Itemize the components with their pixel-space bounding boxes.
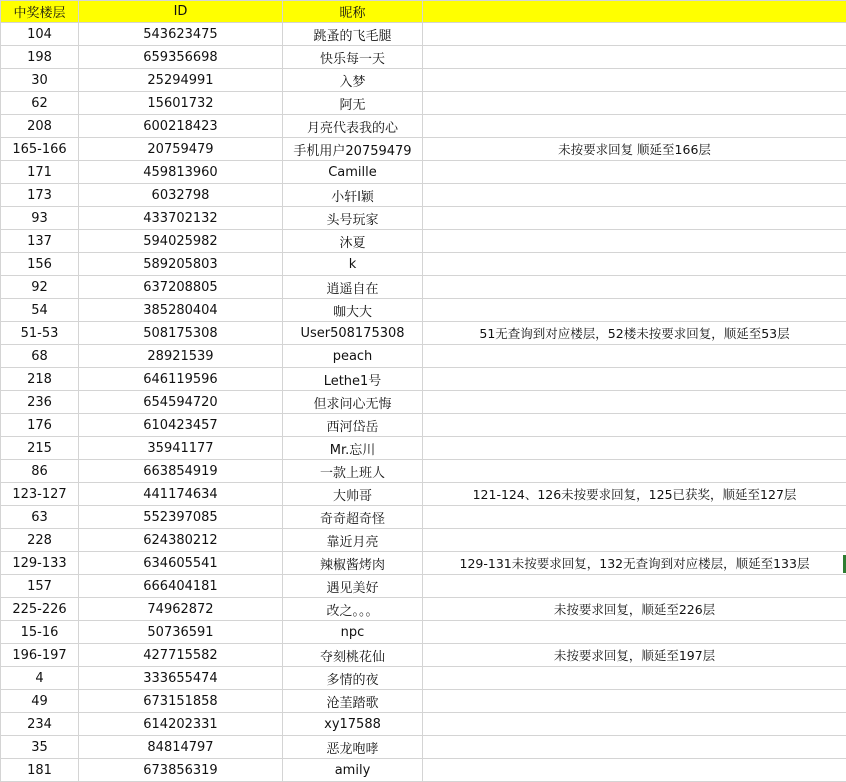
cell-id[interactable]: 427715582: [79, 644, 283, 667]
cell-note[interactable]: [423, 46, 846, 69]
table-row: [1, 23, 846, 46]
cell-nickname[interactable]: 西河岱岳: [283, 414, 423, 437]
cell-id[interactable]: 6032798: [79, 184, 283, 207]
table-row: [1, 598, 846, 621]
cell-note[interactable]: [423, 529, 846, 552]
cell-floor[interactable]: 35: [1, 736, 79, 759]
cell-nickname[interactable]: 手机用户20759479: [283, 138, 423, 161]
cell-nickname[interactable]: 一款上班人: [283, 460, 423, 483]
cell-nickname[interactable]: User508175308: [283, 322, 423, 345]
cell-note[interactable]: 未按要求回复，顺延至197层: [423, 644, 846, 667]
header-id[interactable]: ID: [79, 1, 283, 23]
cell-nickname[interactable]: amily: [283, 759, 423, 782]
header-row: [1, 1, 846, 23]
cell-note[interactable]: [423, 230, 846, 253]
cell-note[interactable]: [423, 506, 846, 529]
cell-id[interactable]: 15601732: [79, 92, 283, 115]
cell-floor[interactable]: 104: [1, 23, 79, 46]
cell-note[interactable]: [423, 184, 846, 207]
cell-floor[interactable]: 165-166: [1, 138, 79, 161]
cell-note[interactable]: [423, 621, 846, 644]
cell-id[interactable]: 589205803: [79, 253, 283, 276]
table-row: [1, 506, 846, 529]
cell-note[interactable]: [423, 713, 846, 736]
cell-id[interactable]: 654594720: [79, 391, 283, 414]
table-row: [1, 69, 846, 92]
cell-id[interactable]: 433702132: [79, 207, 283, 230]
cell-note[interactable]: [423, 690, 846, 713]
cell-floor[interactable]: 123-127: [1, 483, 79, 506]
cell-note[interactable]: [423, 276, 846, 299]
cell-nickname[interactable]: 大帅哥: [283, 483, 423, 506]
cell-id[interactable]: 20759479: [79, 138, 283, 161]
table-row: [1, 276, 846, 299]
table-row: [1, 483, 846, 506]
cell-note[interactable]: [423, 437, 846, 460]
table-row: [1, 552, 846, 575]
cell-id[interactable]: 637208805: [79, 276, 283, 299]
cell-id[interactable]: 646119596: [79, 368, 283, 391]
table-row: [1, 529, 846, 552]
cell-nickname[interactable]: 小轩l颖: [283, 184, 423, 207]
header-note[interactable]: [423, 1, 846, 23]
cell-floor[interactable]: 196-197: [1, 644, 79, 667]
cell-floor[interactable]: 63: [1, 506, 79, 529]
table-row: [1, 644, 846, 667]
cell-floor[interactable]: 218: [1, 368, 79, 391]
cell-nickname[interactable]: 恶龙咆哮: [283, 736, 423, 759]
cell-floor[interactable]: 51-53: [1, 322, 79, 345]
cell-floor[interactable]: 49: [1, 690, 79, 713]
cell-nickname[interactable]: 沧茥踏歌: [283, 690, 423, 713]
cell-floor[interactable]: 30: [1, 69, 79, 92]
cell-note[interactable]: [423, 299, 846, 322]
cell-id[interactable]: 600218423: [79, 115, 283, 138]
cell-floor[interactable]: 176: [1, 414, 79, 437]
table-row: [1, 575, 846, 598]
cell-id[interactable]: 385280404: [79, 299, 283, 322]
cell-note[interactable]: [423, 207, 846, 230]
cell-nickname[interactable]: 沐夏: [283, 230, 423, 253]
cell-nickname[interactable]: Lethe1号: [283, 368, 423, 391]
cell-note[interactable]: 未按要求回复 顺延至166层: [423, 138, 846, 161]
cell-note[interactable]: 121-124、126未按要求回复，125已获奖，顺延至127层: [423, 483, 846, 506]
cell-floor[interactable]: 92: [1, 276, 79, 299]
cell-nickname[interactable]: 跳蚤的飞毛腿: [283, 23, 423, 46]
cell-note[interactable]: [423, 23, 846, 46]
cell-note[interactable]: [423, 391, 846, 414]
cell-nickname[interactable]: 辣椒酱烤肉: [283, 552, 423, 575]
cell-note[interactable]: [423, 368, 846, 391]
cell-nickname[interactable]: 奇奇超奇怪: [283, 506, 423, 529]
cell-nickname[interactable]: 改之。。。: [283, 598, 423, 621]
cell-note[interactable]: 51无查询到对应楼层，52楼未按要求回复，顺延至53层: [423, 322, 846, 345]
cell-note[interactable]: 未按要求回复，顺延至226层: [423, 598, 846, 621]
cell-nickname[interactable]: 阿无: [283, 92, 423, 115]
cell-nickname[interactable]: 入梦: [283, 69, 423, 92]
cell-note[interactable]: [423, 575, 846, 598]
cell-note[interactable]: 129-131未按要求回复，132无查询到对应楼层，顺延至133层: [423, 552, 846, 575]
table-row: [1, 368, 846, 391]
cell-floor[interactable]: 215: [1, 437, 79, 460]
cell-id[interactable]: 74962872: [79, 598, 283, 621]
table-row: [1, 138, 846, 161]
cell-nickname[interactable]: 头号玩家: [283, 207, 423, 230]
cell-note[interactable]: [423, 161, 846, 184]
table-row: [1, 667, 846, 690]
cell-floor[interactable]: 15-16: [1, 621, 79, 644]
cell-floor[interactable]: 54: [1, 299, 79, 322]
cell-nickname[interactable]: Mr.忘川: [283, 437, 423, 460]
cell-nickname[interactable]: peach: [283, 345, 423, 368]
cell-floor[interactable]: 156: [1, 253, 79, 276]
cell-id[interactable]: 28921539: [79, 345, 283, 368]
cell-nickname[interactable]: 逍遥自在: [283, 276, 423, 299]
table-row: [1, 322, 846, 345]
cell-id[interactable]: 84814797: [79, 736, 283, 759]
header-floor[interactable]: 中奖楼层: [1, 1, 79, 23]
cell-floor[interactable]: 236: [1, 391, 79, 414]
cell-floor[interactable]: 198: [1, 46, 79, 69]
table-row: [1, 253, 846, 276]
cell-floor[interactable]: 68: [1, 345, 79, 368]
cell-nickname[interactable]: 夺刻桃花仙: [283, 644, 423, 667]
cell-note[interactable]: [423, 115, 846, 138]
cell-nickname[interactable]: 遇见美好: [283, 575, 423, 598]
cell-floor[interactable]: 86: [1, 460, 79, 483]
table-row: [1, 115, 846, 138]
table-row: [1, 460, 846, 483]
cell-id[interactable]: 663854919: [79, 460, 283, 483]
header-nickname[interactable]: 昵称: [283, 1, 423, 23]
cell-id[interactable]: 614202331: [79, 713, 283, 736]
table-row: [1, 207, 846, 230]
table-row: [1, 690, 846, 713]
cell-id[interactable]: 459813960: [79, 161, 283, 184]
cell-id[interactable]: 25294991: [79, 69, 283, 92]
cell-nickname[interactable]: k: [283, 253, 423, 276]
cell-note[interactable]: [423, 667, 846, 690]
table-row: [1, 759, 846, 782]
cell-floor[interactable]: 137: [1, 230, 79, 253]
table-row: [1, 736, 846, 759]
cell-nickname[interactable]: npc: [283, 621, 423, 644]
cell-floor[interactable]: 93: [1, 207, 79, 230]
cell-floor[interactable]: 208: [1, 115, 79, 138]
cell-nickname[interactable]: xy17588: [283, 713, 423, 736]
cell-floor[interactable]: 228: [1, 529, 79, 552]
cell-nickname[interactable]: 咖大大: [283, 299, 423, 322]
cell-id[interactable]: 594025982: [79, 230, 283, 253]
cell-note[interactable]: [423, 736, 846, 759]
table-row: [1, 46, 846, 69]
cell-note[interactable]: [423, 345, 846, 368]
cell-floor[interactable]: 171: [1, 161, 79, 184]
cell-floor[interactable]: 181: [1, 759, 79, 782]
cell-id[interactable]: 333655474: [79, 667, 283, 690]
cell-id[interactable]: 50736591: [79, 621, 283, 644]
table-row: [1, 437, 846, 460]
cell-id[interactable]: 543623475: [79, 23, 283, 46]
cell-nickname[interactable]: 月亮代表我的心: [283, 115, 423, 138]
cell-floor[interactable]: 129-133: [1, 552, 79, 575]
cell-note[interactable]: [423, 759, 846, 782]
cell-id[interactable]: 673151858: [79, 690, 283, 713]
cell-nickname[interactable]: 快乐每一天: [283, 46, 423, 69]
cell-note[interactable]: [423, 414, 846, 437]
table-row: [1, 713, 846, 736]
table-row: [1, 621, 846, 644]
cell-floor[interactable]: 157: [1, 575, 79, 598]
cell-nickname[interactable]: 但求问心无悔: [283, 391, 423, 414]
table-row: [1, 230, 846, 253]
cell-floor[interactable]: 234: [1, 713, 79, 736]
cell-id[interactable]: 659356698: [79, 46, 283, 69]
cell-note[interactable]: [423, 253, 846, 276]
cell-note[interactable]: [423, 92, 846, 115]
cell-id[interactable]: 666404181: [79, 575, 283, 598]
table-row: [1, 345, 846, 368]
cell-id[interactable]: 35941177: [79, 437, 283, 460]
table-row: [1, 414, 846, 437]
cell-id[interactable]: 673856319: [79, 759, 283, 782]
cell-id[interactable]: 441174634: [79, 483, 283, 506]
cell-nickname[interactable]: 靠近月亮: [283, 529, 423, 552]
cell-note[interactable]: [423, 69, 846, 92]
table-row: [1, 391, 846, 414]
cell-floor[interactable]: 62: [1, 92, 79, 115]
cell-floor[interactable]: 4: [1, 667, 79, 690]
table-row: [1, 184, 846, 207]
cell-note[interactable]: [423, 460, 846, 483]
cell-floor[interactable]: 225-226: [1, 598, 79, 621]
cell-id[interactable]: 552397085: [79, 506, 283, 529]
table-row: [1, 161, 846, 184]
cell-id[interactable]: 508175308: [79, 322, 283, 345]
cell-id[interactable]: 610423457: [79, 414, 283, 437]
cell-nickname[interactable]: 多情的夜: [283, 667, 423, 690]
table-row: [1, 92, 846, 115]
table-row: [1, 299, 846, 322]
cell-nickname[interactable]: Camille: [283, 161, 423, 184]
cell-id[interactable]: 634605541: [79, 552, 283, 575]
cell-id[interactable]: 624380212: [79, 529, 283, 552]
cell-floor[interactable]: 173: [1, 184, 79, 207]
